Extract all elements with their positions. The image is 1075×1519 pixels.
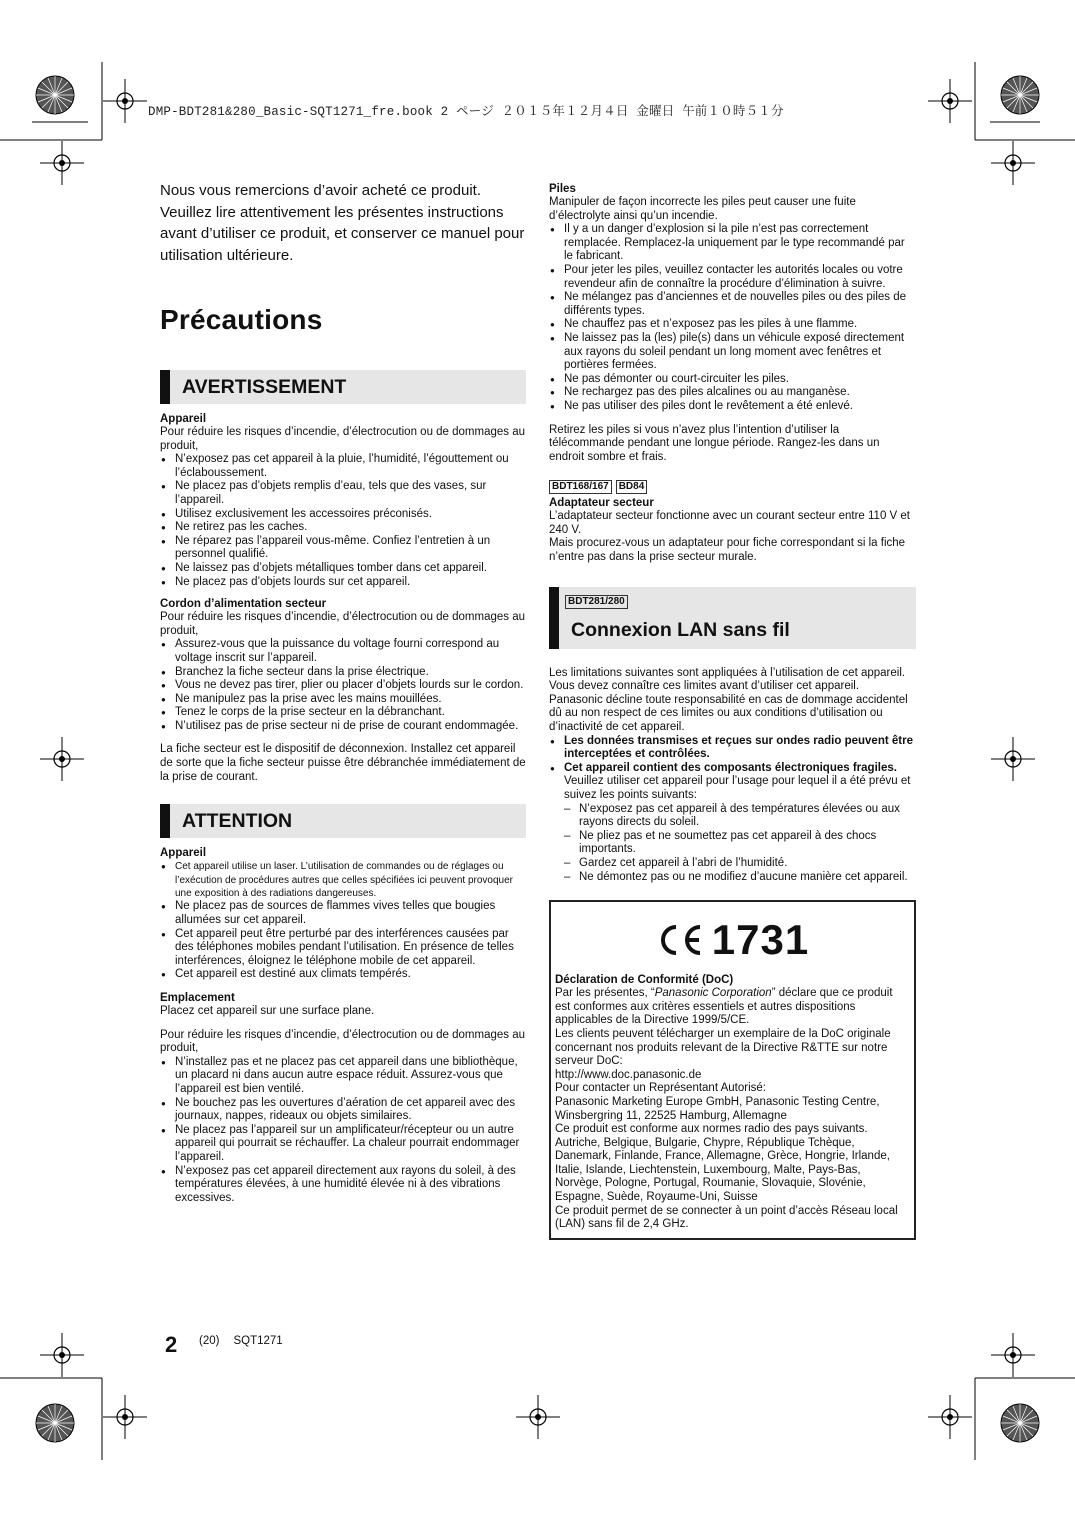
doc-line-7: Ce produit permet de se connecter à un point d’accès Réseau local (LAN) sans fil de 2,4 GHz. [555,1204,898,1231]
list-item: ● Ne réparez pas l’appareil vous-même. Confiez l’entretien à un personnel qualifié. [160,535,526,562]
ce-number: 1731 [711,916,810,964]
list-item: ● Cet appareil peut être perturbé par des interférences causées par des téléphones mobiles pendant l’utilisation. En présence de telles interférences, éloignez le téléphone mobile de cet appareil. [160,928,526,969]
emplacement-title: Emplacement [160,992,235,1005]
sub-page-number: (20) [199,1335,220,1347]
cordon-warning-list [160,638,526,733]
list-item: ● Ne bouchez pas les ouvertures d’aération de cet appareil avec des journaux, nappes, rideaux ou objets similaires. [160,1097,526,1124]
registration-cross-icon [103,79,147,123]
list-item: ● Assurez-vous que la puissance du voltage fourni correspond au voltage inscrit sur l’appareil. [160,638,526,665]
registration-cross-icon [103,1395,147,1439]
list-item: ● Ne retirez pas les caches. [160,521,526,535]
list-item: ● N’installez pas et ne placez pas cet appareil dans une bibliothèque, un placard ni dans aucun autre espace réduit. Assurez-vous que l’appareil est bien ventilé. [160,1056,526,1097]
list-item: ● Ne pas démonter ou court-circuiter les piles. [549,373,916,387]
cordon-title: Cordon d’alimentation secteur [160,598,327,611]
registration-cross-icon [516,1395,560,1439]
doc-line-3: Pour contacter un Représentant Autorisé: [555,1082,766,1095]
avertissement-banner [160,370,526,404]
declaration-box [549,900,916,1240]
laser-warning [160,860,526,900]
list-item: ● Vous ne devez pas tirer, plier ou placer d’objets lourds sur le cordon. [160,679,526,693]
lan-bold-list [549,735,916,776]
lan-heading: Connexion LAN sans fil [571,618,790,641]
piles-note: Retirez les piles si vous n’avez plus l’intention d’utiliser la télécommande pendant une longue période. Rangez-les dans un endroit sombre et frais. [549,423,880,463]
registration-wheel-icon [36,76,74,114]
list-item: ● Ne placez pas de sources de flammes vives telles que bougies allumées sur cet appareil. [160,900,526,927]
lan-paragraph-1: Les limitations suivantes sont appliquées à l’utilisation de cet appareil. Vous devez connaître ces limites avant d’utiliser cet appareil. [549,666,906,693]
list-item: ● Ne mélangez pas d’anciennes et de nouvelles piles ou des piles de différents types. [549,291,916,318]
registration-cross-icon [928,79,972,123]
appareil-lead: Pour réduire les risques d’incendie, d’électrocution ou de dommages au produit, [160,426,526,452]
doc-line-1: Par les présentes, “Panasonic Corporation” déclare que ce produit est conformes aux critères essentiels et autres dispositions applicables de la Directive 1999/5/CE. [555,987,893,1027]
list-item: ● Ne laissez pas la (les) pile(s) dans un véhicule exposé directement aux rayons du soleil pendant un long moment avec fenêtres et portières fermées. [549,332,916,373]
emplacement-list [160,1056,526,1206]
list-item: ● Il y a un danger d’explosion si la pile n’est pas correctement remplacée. Remplacez-la uniquement par le type recommandé par le fabricant. [549,223,916,264]
cordon-lead: Pour réduire les risques d’incendie, d’électrocution ou de dommages au produit, [160,611,526,637]
list-item: ● N’exposez pas cet appareil directement aux rayons du soleil, à des températures élevées, à une humidité élevée ni à des vibrations excessives. [160,1165,526,1206]
document-code: SQT1271 [233,1335,283,1347]
left-column [160,180,526,1205]
appareil-title: Appareil [160,413,207,425]
list-item: ● N’exposez pas cet appareil à la pluie, l’humidité, l’égouttement ou l’éclaboussement. [160,453,526,480]
list-item: ● Cet appareil contient des composants électroniques fragiles. [549,762,916,776]
appareil-warning-list [160,453,526,589]
doc-line-5: Ce produit est conforme aux normes radio des pays suivants. [555,1123,868,1136]
list-item: ● Branchez la fiche secteur dans la prise électrique. [160,666,526,680]
list-item: ● Tenez le corps de la prise secteur en la débranchant. [160,706,526,720]
registration-cross-icon [991,737,1035,781]
list-item: – Ne pliez pas et ne soumettez pas cet appareil à des chocs importants. [564,830,916,857]
piles-lead: Manipuler de façon incorrecte les piles peut causer une fuite d’électrolyte ainsi qu’un incendie. [549,196,856,222]
list-item: ● Ne laissez pas d’objets métalliques tomber dans cet appareil. [160,562,526,576]
registration-cross-icon [40,737,84,781]
page-number: 2 [165,1332,178,1357]
list-item: ● Pour jeter les piles, veuillez contacter les autorités locales ou votre revendeur afin de connaître la procédure d’élimination à suivre. [549,264,916,291]
intro-text: Nous vous remercions d’avoir acheté ce produit. Veuillez lire attentivement les présentes instructions avant d’utiliser ce produit, et conserver ce manuel pour utilisation ultérieure. [160,182,525,264]
adaptateur-text1: L’adaptateur secteur fonctionne avec un courant secteur entre 110 V et 240 V. [549,510,910,536]
list-item: ● N’utilisez pas de prise secteur ni de prise de courant endommagée. [160,720,526,734]
list-item: ● Ne chauffez pas et n’exposez pas les piles à une flamme. [549,318,916,332]
cordon-note: La fiche secteur est le dispositif de déconnexion. Installez cet appareil de sorte que la fiche secteur puisse être débranchée immédiatement de la prise de courant. [160,743,526,783]
list-item: ● Ne placez pas d’objets lourds sur cet appareil. [160,576,526,590]
model-tags [549,476,916,494]
list-item: ● Cet appareil utilise un laser. L’utilisation de commandes ou de réglages ou l’exécution de procédures autres que celles spécifiées ici peuvent provoquer une exposition à des radiations dangereuses. [160,860,526,900]
lan-banner [549,587,916,649]
registration-wheel-icon [1001,76,1039,114]
registration-cross-icon [928,1395,972,1439]
doc-countries: Autriche, Belgique, Bulgarie, Chypre, République Tchèque, Danemark, Finlande, France, Allemagne, Grèce, Hongrie, Irlande, Italie, Islande, Liechtenstein, Luxembourg, Malte, Pays-Bas, Norvège, Pologne, Portugal, Roumanie, Slovaquie, Slovénie, Espagne, Suède, Royaume-Uni, Suisse [555,1136,890,1204]
registration-wheel-icon [36,1404,74,1442]
lan-subtext: Veuillez utiliser cet appareil pour l’usage pour lequel il a été prévu et suivez les points suivants: [564,775,911,801]
list-item: ● Ne placez pas l’appareil sur un amplificateur/récepteur ou un autre appareil qui pourrait se réchauffer. La chaleur pourrait endommager l’appareil. [160,1124,526,1165]
registration-cross-icon [40,1333,84,1377]
lan-paragraph-2: Panasonic décline toute responsabilité en cas de dommage accidentel dû au non respect de ces limites ou aux conditions d’utilisation ou d’inactivité de cet appareil. [549,693,908,734]
list-item: – Gardez cet appareil à l’abri de l’humidité. [564,857,916,871]
doc-url: http://www.doc.panasonic.de [555,1068,702,1081]
attention-heading: ATTENTION [182,809,293,832]
right-column [549,180,916,1240]
page-footer [199,1335,297,1347]
lan-dash-list [549,803,916,885]
doc-line-4: Panasonic Marketing Europe GmbH, Panasonic Testing Centre, Winsbergring 11, 22525 Hamburg, Allemagne [555,1095,880,1122]
piles-list [549,223,916,413]
attention-appareil-title: Appareil [160,847,207,860]
adaptateur-text2: Mais procurez-vous un adaptateur pour fiche correspondant si la fiche n’entre pas dans la prise secteur murale. [549,537,906,564]
list-item: ● Ne pas utiliser des piles dont le revêtement a été enlevé. [549,400,916,414]
adaptateur-title: Adaptateur secteur [549,497,654,510]
model-tag: BDT281/280 [565,595,628,609]
piles-title: Piles [549,183,576,195]
attention-banner [160,804,526,838]
emplacement-lead1: Placez cet appareil sur une surface plane. [160,1005,375,1018]
registration-wheel-icon [1001,1404,1039,1442]
emplacement-lead2: Pour réduire les risques d’incendie, d’électrocution ou de dommages au produit, [160,1028,526,1055]
list-item: ● Les données transmises et reçues sur ondes radio peuvent être interceptées et contrôlées. [549,735,916,762]
avertissement-heading: AVERTISSEMENT [182,375,347,398]
registration-cross-icon [991,141,1035,185]
model-tag: BDT168/167 [549,480,612,494]
list-item: – Ne démontez pas ou ne modifiez d’aucune manière cet appareil. [564,871,916,885]
doc-line-2: Les clients peuvent télécharger un exemplaire de la DoC originale concernant nos produits relevant de la Directive R&TTE sur notre serveur DoC: [555,1027,891,1068]
doc-title: Déclaration de Conformité (DoC) [555,974,734,987]
ce-marking [555,910,910,970]
list-item: ● Ne rechargez pas des piles alcalines ou au manganèse. [549,386,916,400]
attention-appareil-list [160,900,526,982]
list-item: ● Utilisez exclusivement les accessoires préconisés. [160,508,526,522]
page-title: Précautions [160,304,323,335]
registration-cross-icon [40,141,84,185]
list-item: ● Ne manipulez pas la prise avec les mains mouillées. [160,693,526,707]
list-item: ● Cet appareil est destiné aux climats tempérés. [160,968,526,982]
registration-cross-icon [991,1333,1035,1377]
list-item: – N’exposez pas cet appareil à des températures élevées ou aux rayons directs du soleil. [564,803,916,830]
model-tag: BD84 [616,480,648,494]
file-header: DMP-BDT281&280_Basic-SQT1271_fre.book 2 ページ ２０１５年１２月４日 金曜日 午前１０時５１分 [148,105,784,119]
ce-mark-icon [656,922,706,958]
list-item: ● Ne placez pas d’objets remplis d’eau, tels que des vases, sur l’appareil. [160,480,526,507]
